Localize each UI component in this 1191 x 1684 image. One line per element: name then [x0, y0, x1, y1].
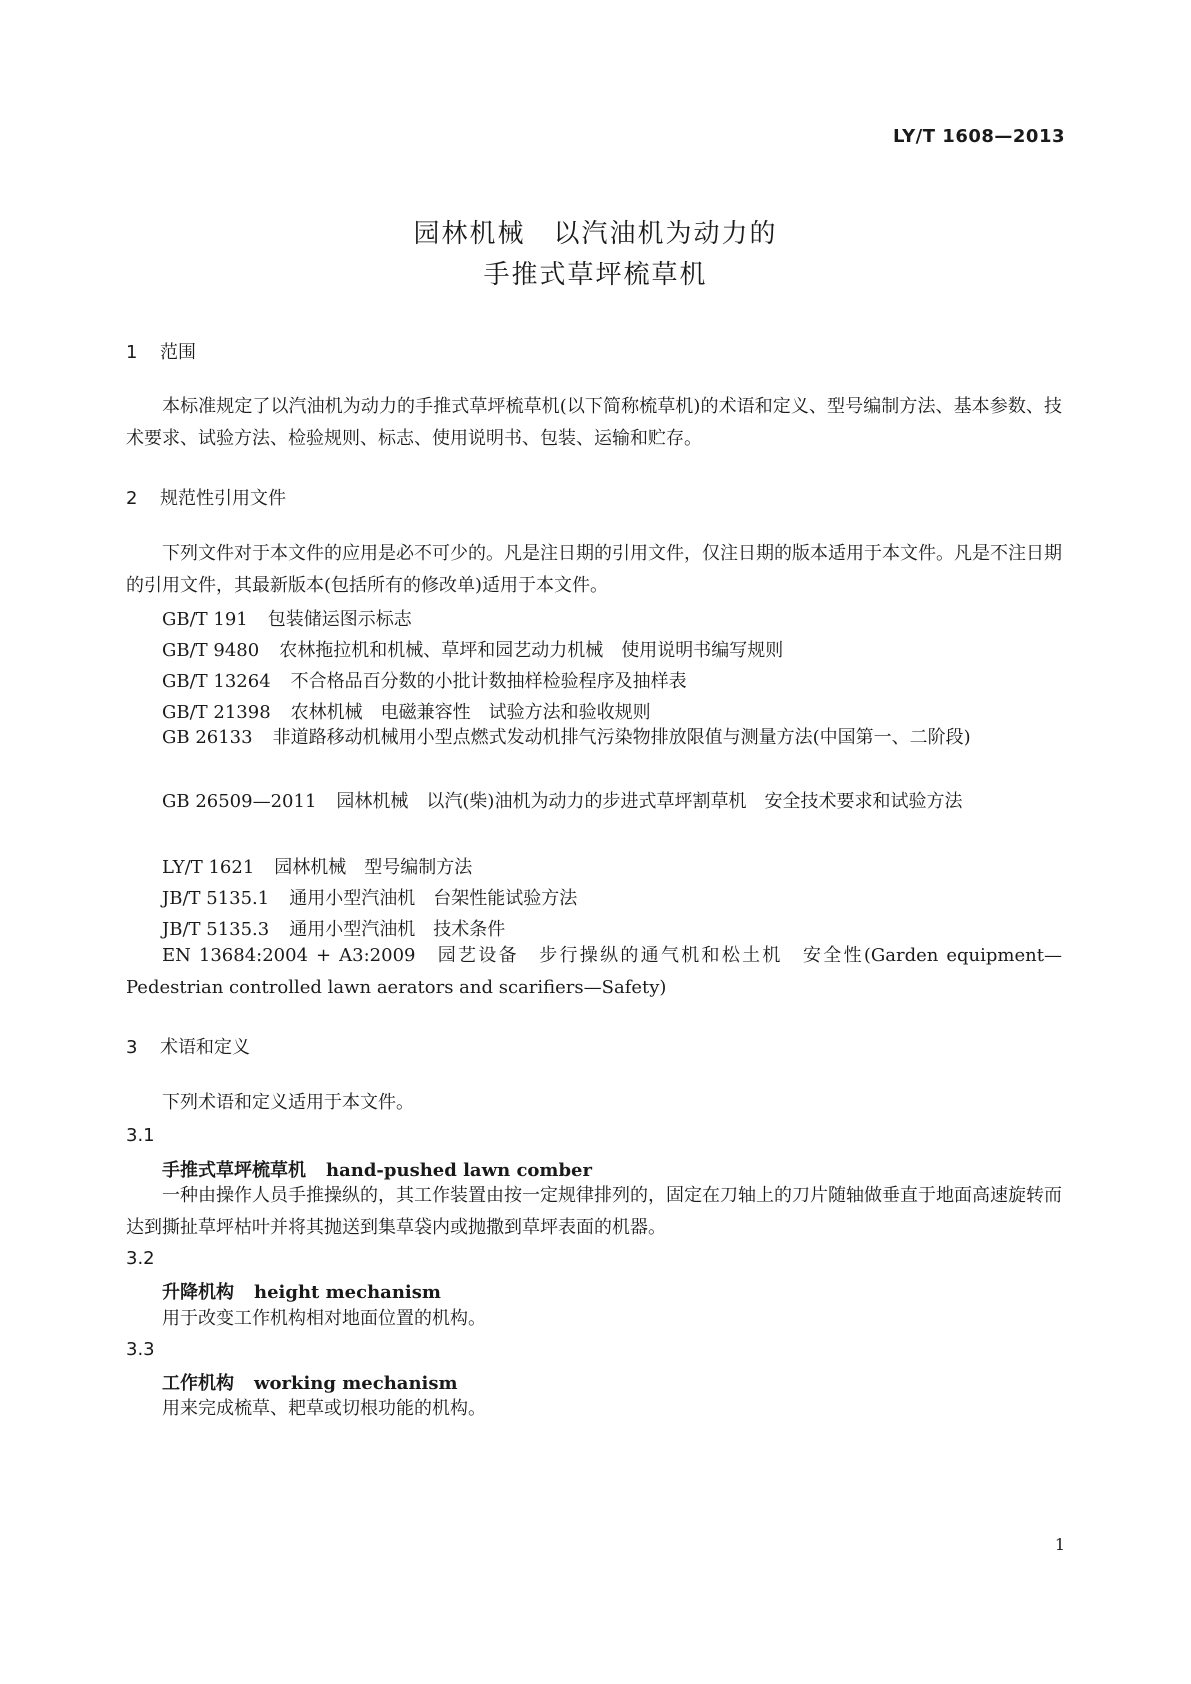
reference-title: 农林机械 电磁兼容性 试验方法和验收规则	[290, 702, 651, 723]
term-name	[162, 1369, 458, 1395]
term-name	[162, 1156, 592, 1182]
term-name	[162, 1278, 441, 1304]
title-line-1: 园林机械 以汽油机为动力的	[413, 219, 778, 249]
term-name-zh: 手推式草坪梳草机	[162, 1160, 306, 1181]
section-1-heading	[126, 338, 196, 364]
reference-code: GB 26133	[162, 727, 253, 748]
term-name-zh: 升降机构	[162, 1282, 234, 1303]
section-1-paragraph: 本标准规定了以汽油机为动力的手推式草坪梳草机(以下简称梳草机)的术语和定义、型号编制方法、基本参数、技术要求、试验方法、检验规则、标志、使用说明书、包装、运输和贮存。	[126, 396, 1062, 449]
reference-title: 园林机械 以汽(柴)油机为动力的步进式草坪割草机 安全技术要求和试验方法	[336, 791, 963, 812]
section-title: 术语和定义	[160, 1037, 250, 1058]
reference-item	[162, 698, 651, 724]
reference-code: GB/T 21398	[162, 702, 271, 723]
reference-item	[162, 853, 472, 879]
reference-title: 非道路移动机械用小型点燃式发动机排气污染物排放限值与测量方法(中国第一、二阶段)	[272, 727, 971, 748]
section-title: 范围	[160, 342, 196, 363]
reference-item	[162, 884, 577, 910]
title-line-2: 手推式草坪梳草机	[483, 260, 708, 290]
reference-title: 园艺设备 步行操纵的通气机和松土机 安全性(Garden equipment—Pedestrian controlled lawn aerators and scarifiers—Safety)	[126, 945, 1062, 998]
reference-code: JB/T 5135.3	[162, 919, 270, 940]
reference-code: JB/T 5135.1	[162, 888, 270, 909]
section-2-paragraph: 下列文件对于本文件的应用是必不可少的。凡是注日期的引用文件，仅注日期的版本适用于本文件。凡是不注日期的引用文件，其最新版本(包括所有的修改单)适用于本文件。	[126, 543, 1062, 596]
section-2-heading	[126, 484, 286, 510]
section-number: 3	[126, 1037, 138, 1058]
term-name-en: height mechanism	[254, 1282, 441, 1303]
reference-item-wrapped	[126, 786, 1062, 818]
reference-title: 农林拖拉机和机械、草坪和园艺动力机械 使用说明书编写规则	[279, 640, 784, 661]
section-number: 1	[126, 342, 138, 363]
page-number: 1	[1054, 1535, 1065, 1554]
reference-code: GB/T 191	[162, 609, 248, 630]
reference-item	[162, 605, 412, 631]
reference-title: 园林机械 型号编制方法	[274, 857, 473, 878]
reference-code: LY/T 1621	[162, 857, 255, 878]
term-definition: 一种由操作人员手推操纵的，其工作装置由按一定规律排列的，固定在刀轴上的刀片随轴做垂直于地面高速旋转而达到撕扯草坪枯叶并将其抛送到集草袋内或抛撒到草坪表面的机器。	[126, 1185, 1062, 1238]
reference-item	[162, 915, 505, 941]
term-name-zh: 工作机构	[162, 1373, 234, 1394]
term-number: 3.3	[126, 1339, 155, 1360]
section-number: 2	[126, 488, 138, 509]
reference-code: GB 26509—2011	[162, 791, 317, 812]
reference-item	[162, 667, 687, 693]
reference-code: GB/T 13264	[162, 671, 271, 692]
term-number: 3.2	[126, 1248, 155, 1269]
reference-item	[162, 636, 783, 662]
reference-item-wrapped	[126, 940, 1062, 1004]
reference-title: 不合格品百分数的小批计数抽样检验程序及抽样表	[290, 671, 687, 692]
section-3-heading	[126, 1033, 250, 1059]
term-definition: 用来完成梳草、耙草或切根功能的机构。	[162, 1398, 486, 1419]
term-definition: 用于改变工作机构相对地面位置的机构。	[162, 1308, 486, 1329]
reference-code: GB/T 9480	[162, 640, 260, 661]
reference-title: 包装储运图示标志	[267, 609, 412, 630]
reference-title: 通用小型汽油机 台架性能试验方法	[289, 888, 578, 909]
reference-item-wrapped	[126, 722, 1062, 754]
reference-code: EN 13684:2004 + A3:2009	[162, 945, 416, 966]
term-number: 3.1	[126, 1125, 155, 1146]
section-3-paragraph: 下列术语和定义适用于本文件。	[162, 1092, 414, 1113]
reference-title: 通用小型汽油机 技术条件	[289, 919, 506, 940]
section-title: 规范性引用文件	[160, 488, 286, 509]
term-name-en: hand-pushed lawn comber	[326, 1160, 592, 1181]
term-name-en: working mechanism	[254, 1373, 458, 1394]
document-number: LY/T 1608—2013	[892, 126, 1065, 147]
